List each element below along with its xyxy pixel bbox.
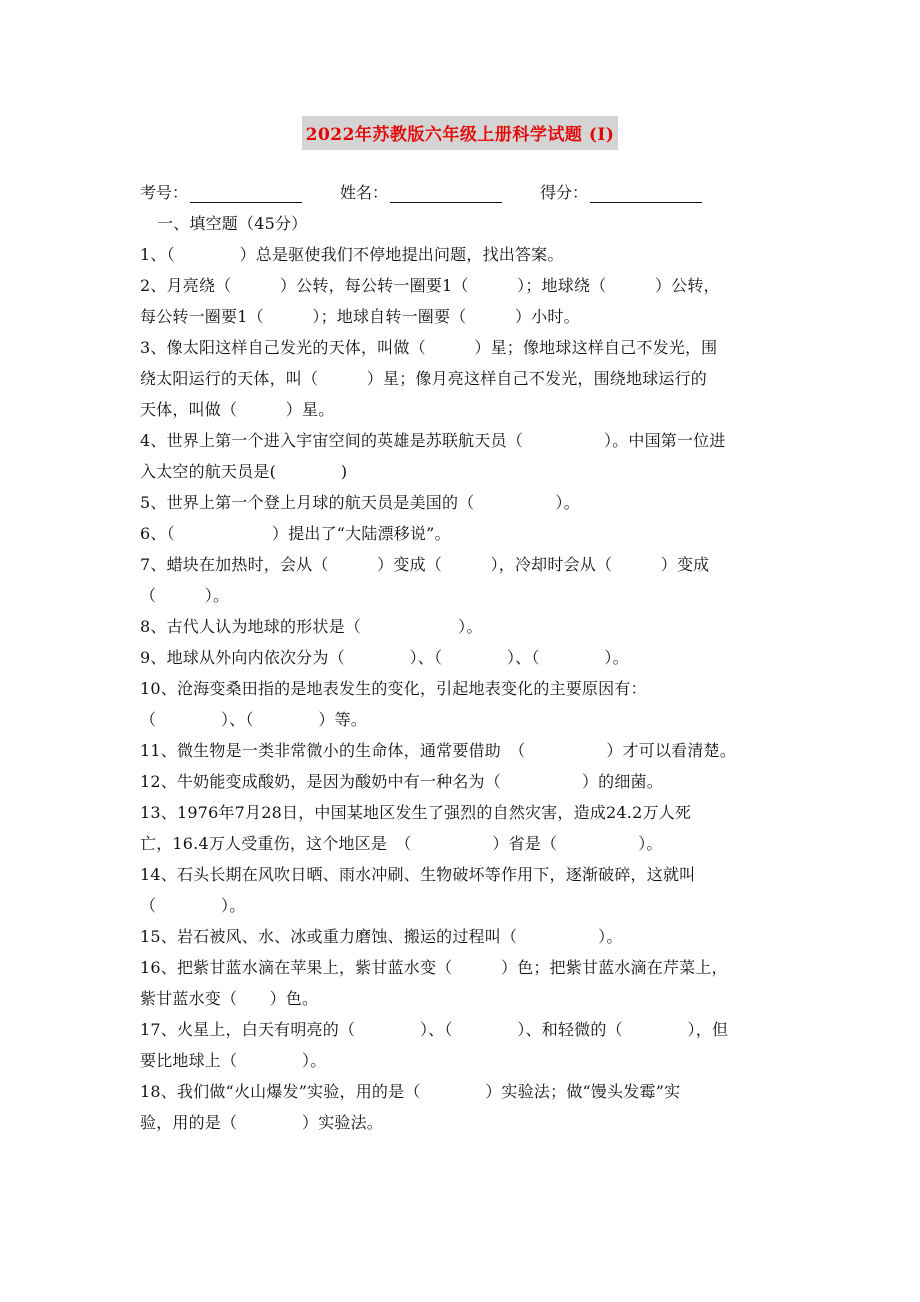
- question-line: 要比地球上（ ）。: [140, 1051, 327, 1070]
- question-line: 17、火星上，白天有明亮的（ ）、（ ）、和轻微的（ ），但: [140, 1020, 729, 1039]
- question-line: 12、牛奶能变成酸奶，是因为酸奶中有一种名为（ ）的细菌。: [140, 772, 663, 791]
- question-line: 10、沧海变桑田指的是地表发生的变化，引起地表变化的主要原因有：: [140, 679, 647, 698]
- question-line: 11、微生物是一类非常微小的生命体，通常要借助 （ ）才可以看清楚。: [140, 741, 736, 760]
- question-line: 7、蜡块在加热时，会从（ ）变成（ ），冷却时会从（ ）变成: [140, 555, 710, 574]
- field-blank[interactable]: [190, 186, 302, 203]
- question-lines: [140, 239, 785, 1138]
- field-label: 考号：: [140, 183, 189, 202]
- question-line: 14、石头长期在风吹日晒、雨水冲刷、生物破坏等作用下，逐渐破碎，这就叫: [140, 865, 696, 884]
- question-line: 紫甘蓝水变（ ）色。: [140, 989, 319, 1008]
- question-line: 5、世界上第一个登上月球的航天员是美国的（ ）。: [140, 493, 580, 512]
- name-field[interactable]: [340, 180, 502, 203]
- question-line: 绕太阳运行的天体，叫（ ）星；像月亮这样自己不发光，围绕地球运行的: [140, 369, 708, 388]
- question-line: 3、像太阳这样自己发光的天体，叫做（ ）星；像地球这样自己不发光，围: [140, 338, 718, 357]
- field-label: 得分：: [540, 183, 589, 202]
- field-blank[interactable]: [590, 186, 702, 203]
- question-line: （ ）、（ ）等。: [140, 710, 368, 729]
- title-area: [0, 116, 920, 150]
- question-line: 天体，叫做（ ）星。: [140, 400, 335, 419]
- question-line: 8、古代人认为地球的形状是（ ）。: [140, 617, 483, 636]
- question-line: 16、把紫甘蓝水滴在苹果上，紫甘蓝水变（ ）色；把紫甘蓝水滴在芹菜上，: [140, 958, 728, 977]
- question-line: 亡，16.4万人受重伤，这个地区是 （ ）省是（ ）。: [140, 834, 663, 853]
- question-line: 入太空的航天员是( ): [140, 462, 348, 481]
- header-fields: [140, 180, 780, 203]
- question-line: 4、世界上第一个进入宇宙空间的英雄是苏联航天员（ ）。中国第一位进: [140, 431, 726, 450]
- exam-number-field[interactable]: [140, 180, 302, 203]
- field-blank[interactable]: [390, 186, 502, 203]
- question-line: 15、岩石被风、水、冰或重力磨蚀、搬运的过程叫（ ）。: [140, 927, 623, 946]
- field-label: 姓名：: [340, 183, 389, 202]
- question-line: （ ）。: [140, 586, 230, 605]
- question-content: [140, 208, 785, 1138]
- question-line: 13、1976年7月28日，中国某地区发生了强烈的自然灾害，造成24.2万人死: [140, 803, 692, 822]
- question-line: 每公转一圈要1（ ）；地球自转一圈要（ ）小时。: [140, 307, 580, 326]
- document-title: 2022年苏教版六年级上册科学试题 (I): [302, 116, 619, 150]
- question-line: 6、（ ）提出了“大陆漂移说”。: [140, 524, 451, 543]
- question-line: 9、地球从外向内依次分为（ ）、（ ）、（ ）。: [140, 648, 629, 667]
- question-line: 验，用的是（ ）实验法。: [140, 1113, 384, 1132]
- question-line: 2、月亮绕（ ）公转，每公转一圈要1（ ）；地球绕（ ）公转，: [140, 276, 720, 295]
- question-line: 1、（ ）总是驱使我们不停地提出问题，找出答案。: [140, 245, 564, 264]
- question-line: 18、我们做“火山爆发”实验，用的是（ ）实验法；做“馒头发霉”实: [140, 1082, 681, 1101]
- question-line: （ ）。: [140, 896, 246, 915]
- section-title: 一、填空题（45分）: [157, 214, 308, 233]
- score-field[interactable]: [540, 180, 702, 203]
